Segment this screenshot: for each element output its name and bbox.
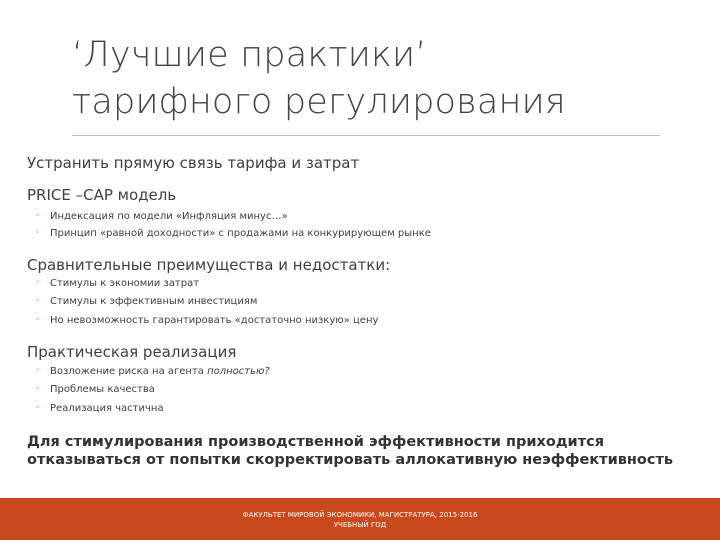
bullet-italic-text: полностью? xyxy=(207,366,270,377)
footer-line-1: ФАКУЛЬТЕТ МИРОВОЙ ЭКОНОМИКИ, МАГИСТРАТУРА, 2015-2016 xyxy=(242,511,478,519)
title-line-1: ‘Лучшие практики’ xyxy=(72,35,427,75)
slide-title xyxy=(72,32,672,126)
bullet-text: Реализация частична xyxy=(50,403,164,414)
bullet-text: Проблемы качества xyxy=(50,384,155,395)
point-4: Практическая реализация xyxy=(27,343,237,361)
bullet-text: Стимулы к эффективным инвестициям xyxy=(50,296,258,307)
point-2: PRICE –CAP модель xyxy=(27,186,177,204)
ring-bullet-icon: ◦ xyxy=(35,228,41,238)
bullet-text: Но невозможность гарантировать «достаточно низкую» цену xyxy=(50,315,379,326)
bullet-text: Индексация по модели «Инфляция минус…» xyxy=(50,211,288,222)
ring-bullet-icon: ◦ xyxy=(35,296,41,306)
ring-bullet-icon: ◦ xyxy=(35,384,41,394)
footer-text xyxy=(170,510,550,530)
footer-bar xyxy=(0,498,720,540)
point-4-bullet-1 xyxy=(35,366,270,377)
ring-bullet-icon: ◦ xyxy=(35,403,41,413)
point-1: Устранить прямую связь тарифа и затрат xyxy=(27,154,360,172)
conclusion-text: Для стимулирования производственной эффективности приходится отказываться от попытки скорректировать аллокативную неэффективность xyxy=(27,434,674,468)
point-3: Сравнительные преимущества и недостатки: xyxy=(27,256,391,274)
ring-bullet-icon: ◦ xyxy=(35,211,41,221)
ring-bullet-icon: ◦ xyxy=(35,366,41,376)
point-2-bullet-1 xyxy=(35,211,288,222)
point-3-bullet-1 xyxy=(35,278,200,289)
point-3-bullet-3 xyxy=(35,315,379,326)
point-4-bullet-2 xyxy=(35,384,155,395)
title-line-2: тарифного регулирования xyxy=(72,82,566,122)
title-divider xyxy=(72,135,660,136)
ring-bullet-icon: ◦ xyxy=(35,315,41,325)
point-3-bullet-2 xyxy=(35,296,258,307)
point-4-bullet-3 xyxy=(35,403,164,414)
footer-line-2: УЧЕБНЫЙ ГОД xyxy=(333,521,387,529)
bullet-text: Стимулы к экономии затрат xyxy=(50,278,200,289)
point-2-bullet-2 xyxy=(35,228,431,239)
ring-bullet-icon: ◦ xyxy=(35,278,41,288)
bullet-text: Принцип «равной доходности» с продажами на конкурирующем рынке xyxy=(50,228,431,239)
bullet-text: Возложение риска на агента xyxy=(50,366,204,377)
